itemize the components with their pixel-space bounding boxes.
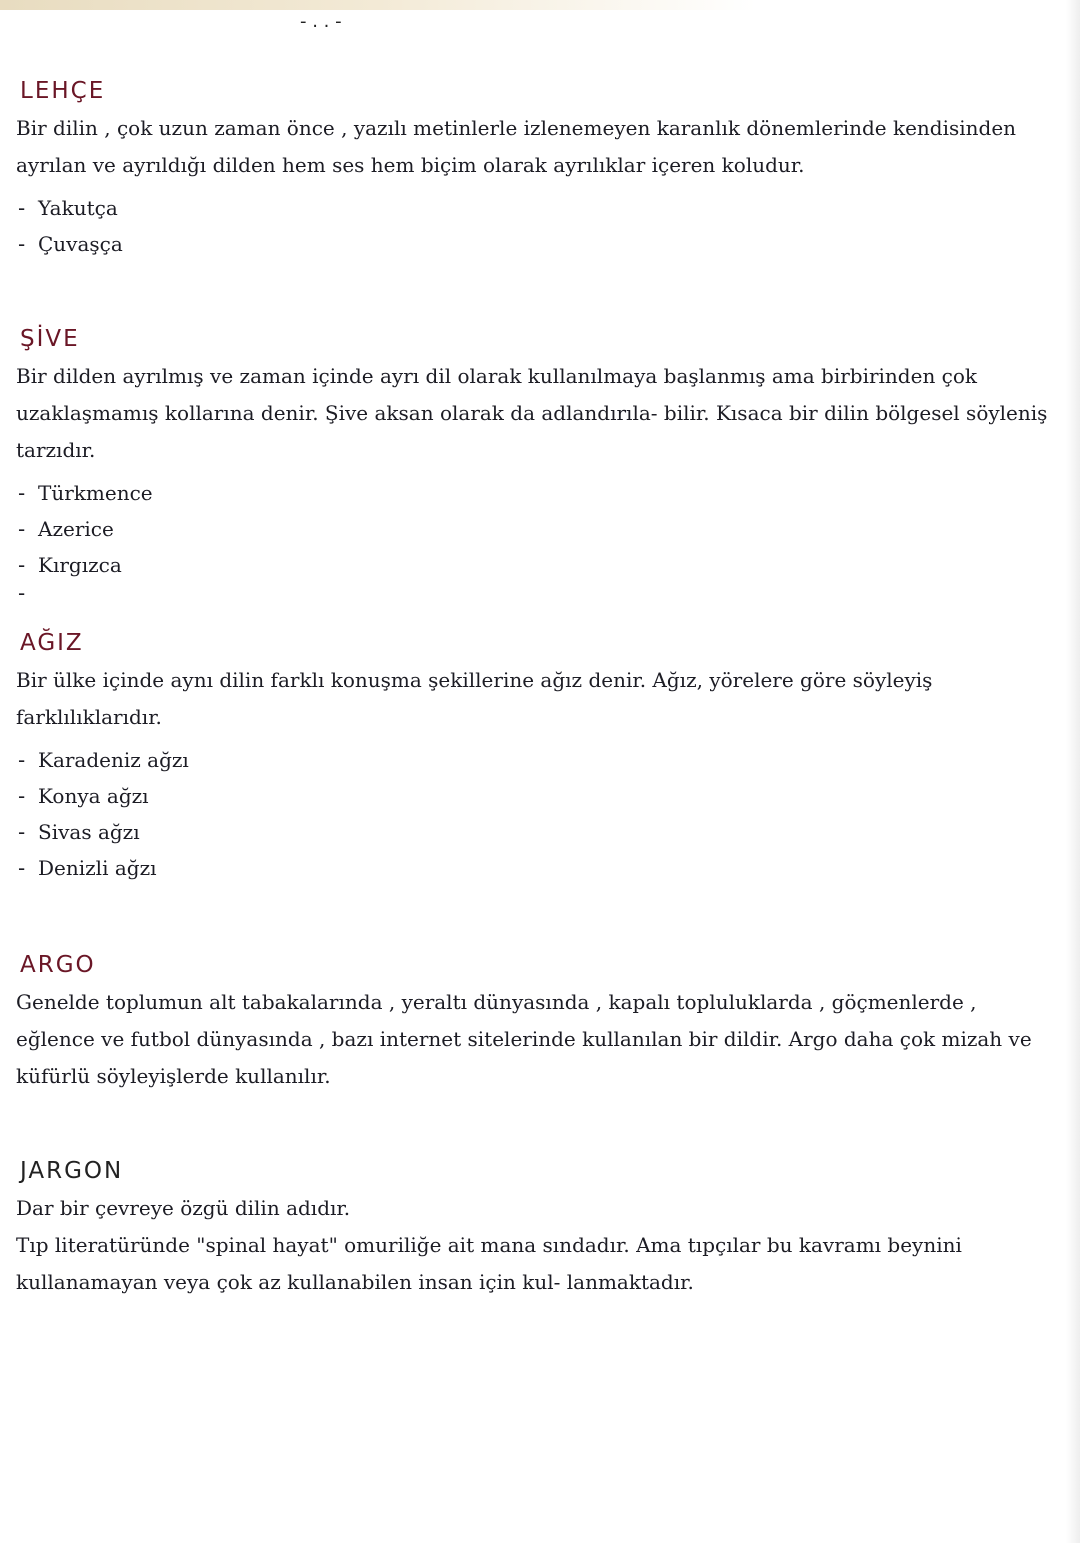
section-agiz	[16, 630, 1056, 886]
section-jargon	[16, 1158, 1056, 1301]
section-title: JARGON	[20, 1158, 124, 1184]
example-list	[16, 475, 1056, 583]
list-item: - Konya ağzı	[18, 784, 149, 808]
list-item: - Türkmence	[18, 481, 153, 505]
section-text: Bir dilin , çok uzun zaman önce , yazılı metinlerle izlenemeyen karanlık dönemlerinde kendisinden ayrılan ve ayrıldığı dilden hem ses hem biçim olarak ayrılıklar içeren koludur.	[16, 116, 1017, 177]
section-text-continued: Tıp literatüründe "spinal hayat" omuriliğe ait mana sındadır. Ama tıpçılar bu kavramı beynini kullanamayan veya çok az kullanabilen insan için kul- lanmaktadır.	[16, 1233, 962, 1294]
example-list	[16, 742, 1056, 886]
list-item: - Karadeniz ağzı	[18, 748, 189, 772]
section-title: ŞİVE	[20, 326, 80, 352]
list-item: - Çuvaşça	[18, 232, 123, 256]
section-lehce	[16, 78, 1056, 262]
section-text: Dar bir çevreye özgü dilin adıdır.	[16, 1196, 351, 1220]
example-list	[16, 190, 1056, 262]
section-text: Genelde toplumun alt tabakalarında , yeraltı dünyasında , kapalı topluluklarda , göçmenlerde , eğlence ve futbol dünyasında , bazı internet sitelerinde kullanılan bir dildir. Argo daha çok mizah ve küfürlü söyleyişlerde kullanılır.	[16, 990, 1032, 1088]
section-text: Bir dilden ayrılmış ve zaman içinde ayrı dil olarak kullanılmaya başlanmış ama birbirinden çok uzaklaşmamış kollarına denir. Şive aksan olarak da adlandırıla- bilir. Kısaca bir dilin bölgesel söyleniş tarzıdır.	[16, 364, 1048, 462]
section-title: ARGO	[20, 952, 96, 978]
section-title: AĞIZ	[20, 630, 84, 656]
section-argo	[16, 952, 1056, 1095]
section-sive	[16, 326, 1056, 603]
top-paper-strip	[0, 0, 1080, 10]
list-item: - Azerice	[18, 517, 114, 541]
top-mark: - . . -	[300, 11, 342, 32]
section-title: LEHÇE	[20, 78, 106, 104]
list-item: - Kırgızca	[18, 553, 122, 577]
section-text: Bir ülke içinde aynı dilin farklı konuşma şekillerine ağız denir. Ağız, yörelere göre söyleyiş farklılıklarıdır.	[16, 668, 933, 729]
empty-list-dash: -	[18, 581, 26, 605]
list-item: - Yakutça	[18, 196, 118, 220]
list-item: - Sivas ağzı	[18, 820, 140, 844]
page-edge	[1066, 0, 1080, 1543]
list-item: - Denizli ağzı	[18, 856, 157, 880]
